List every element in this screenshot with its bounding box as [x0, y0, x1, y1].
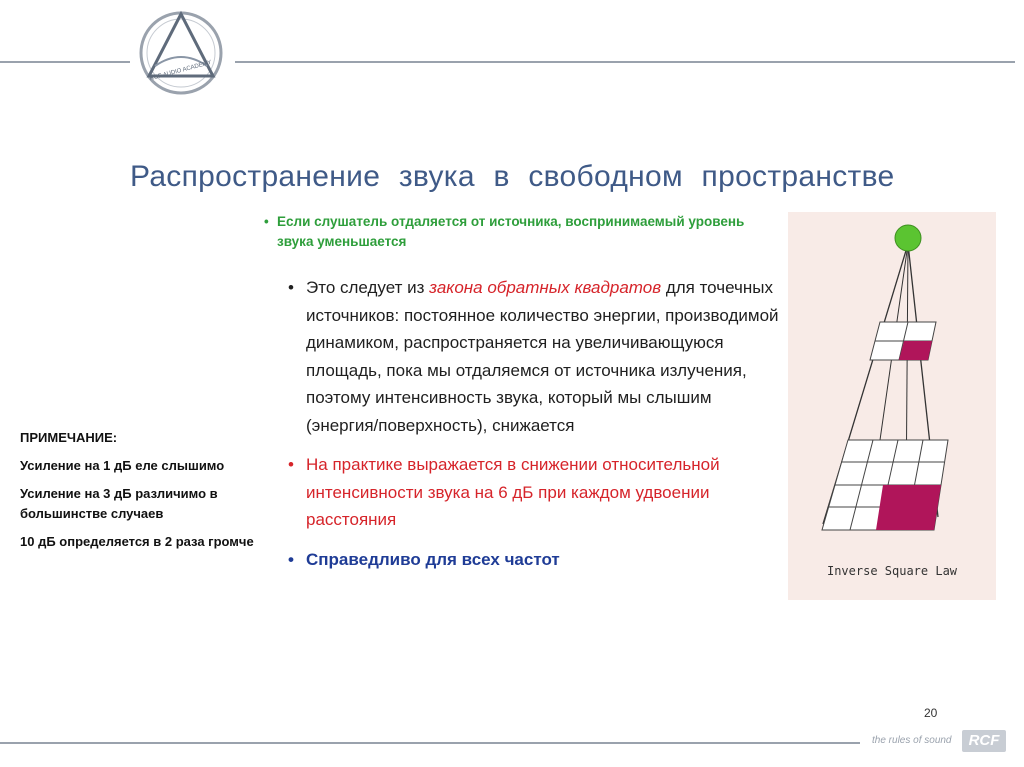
academy-logo-text: RCF AUDIO ACADEMY	[149, 59, 213, 83]
figure-caption: Inverse Square Law	[826, 564, 958, 578]
side-note	[20, 428, 260, 560]
bullet-marker: •	[288, 455, 294, 474]
bullet1-post: для точечных источников: постоянное количество энергии, производимой динамиком, распространяется на увеличивающуюся площадь, пока мы отдаляемся от источника излучения, поэтому интенсивность звука, который мы слышим (энергия/поверхность), снижается	[306, 278, 779, 435]
note-heading: ПРИМЕЧАНИЕ:	[20, 430, 118, 445]
footer-tagline: the rules of sound	[872, 735, 952, 746]
rcf-logo: RCF	[962, 730, 1006, 752]
bullet-marker: •	[288, 278, 294, 297]
page-number: 20	[924, 706, 938, 720]
note-line-3: 10 дБ определяется в 2 раза громче	[20, 534, 254, 549]
bullet-all-frequencies	[288, 546, 788, 574]
slide-title: Распространение звука в свободном пространстве	[130, 160, 895, 193]
note-line-2: Усиление на 3 дБ различимо в большинстве случаев	[20, 486, 218, 521]
inverse-square-figure	[788, 212, 996, 600]
bullet-marker: •	[264, 214, 269, 229]
bullet-inverse-square	[288, 274, 788, 439]
bullet1-pre: Это следует из	[306, 278, 430, 297]
bullet-marker: •	[288, 549, 294, 569]
main-bullet-list	[288, 274, 788, 585]
sound-source	[895, 225, 921, 251]
header-rule-left	[0, 61, 130, 63]
footer-rule	[0, 742, 860, 744]
green-bullet	[264, 212, 747, 252]
bullet2-text: На практике выражается в снижении относительной интенсивности звука на 6 дБ при каждом удвоении расстояния	[306, 455, 720, 529]
small-shaded-cell	[899, 341, 932, 360]
note-line-1: Усиление на 1 дБ еле слышимо	[20, 458, 225, 473]
inverse-square-law-link: закона обратных квадратов	[429, 278, 662, 297]
inverse-square-diagram	[788, 212, 996, 600]
large-shaded-cells	[876, 485, 941, 530]
bullet-6db	[288, 451, 788, 534]
bullet3-text: Справедливо для всех частот	[306, 549, 560, 569]
green-bullet-text: Если слушатель отдаляется от источника, воспринимаемый уровень звука уменьшается	[277, 214, 745, 249]
academy-logo	[135, 8, 227, 98]
header-rule-right	[235, 61, 1015, 63]
